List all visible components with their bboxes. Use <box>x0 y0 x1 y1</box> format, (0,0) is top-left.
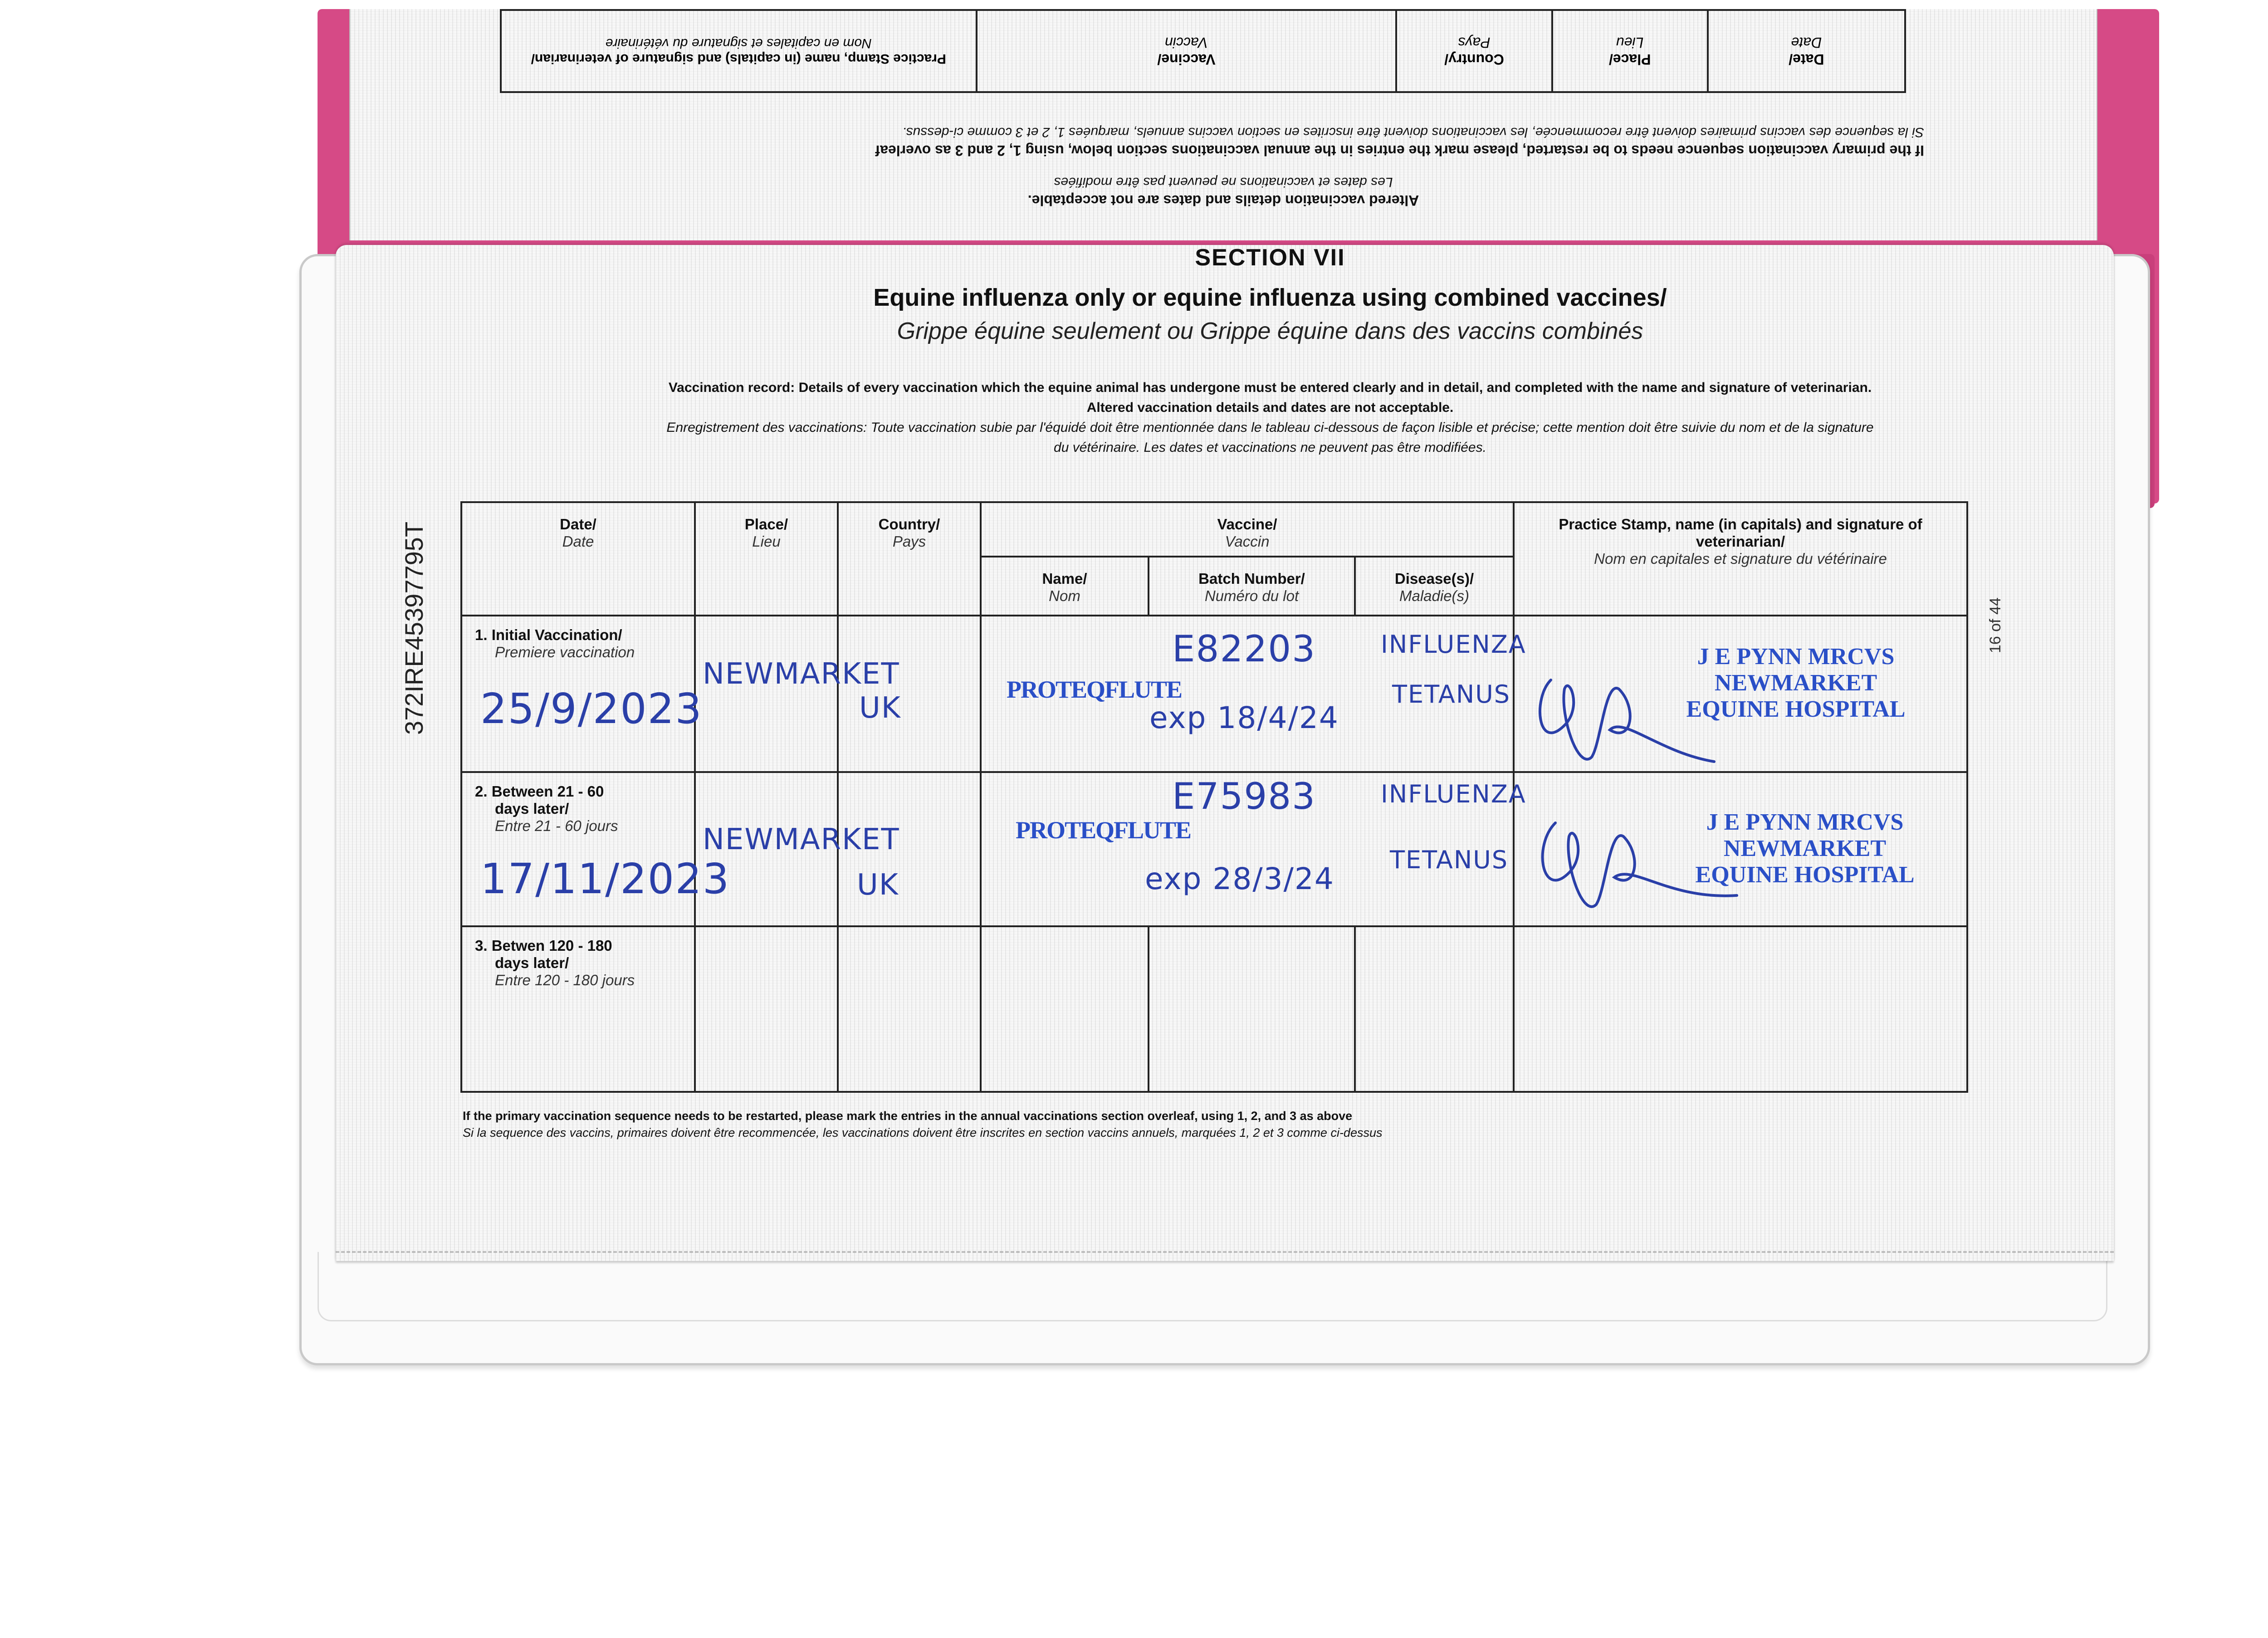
row-1-vaccine-name: PROTEQFLUTE <box>1007 676 1182 703</box>
prev-altered-fr: Les dates et vaccinations ne peuvent pas être modifiées <box>1054 175 1393 190</box>
row-1-disease-2: TETANUS <box>1392 680 1511 709</box>
footer-restart-en: If the primary vaccination sequence needs to be restarted, please mark the entries in the annual vaccinations section overleaf, using 1, 2, and 3 as above <box>463 1109 1353 1123</box>
table-row <box>461 926 1967 1092</box>
stamp-line: J E PYNN MRCVS <box>1706 809 1904 835</box>
row-2-practice-cell <box>1514 772 1967 926</box>
header-practice: Practice Stamp, name (in capitals) and signature of veterinarian/ Nom en capitales et signature du vétérinaire <box>1514 502 1967 616</box>
plastic-sleeve-fold <box>318 1252 2107 1321</box>
row-3-batch-cell[interactable] <box>1149 926 1355 1092</box>
row-3-vaccine-name-cell[interactable] <box>981 926 1149 1092</box>
row-3-country-cell[interactable] <box>838 926 981 1092</box>
vaccination-table <box>460 501 1968 1093</box>
section-title: SECTION VII <box>1195 244 1345 271</box>
record-notice-fr: Enregistrement des vaccinations: Toute vaccination subie par l'équidé doit être mentionnée dans le tableau ci-dessous de façon lisible et précise; cette mention doit être suivie du nom et de la signature <box>666 420 1874 435</box>
previous-page <box>349 9 2097 240</box>
prev-header-country: Country/ Pays <box>1396 10 1552 92</box>
row-1-practice-cell <box>1514 616 1967 772</box>
stamp-line: EQUINE HOSPITAL <box>1686 696 1906 722</box>
record-notice-en-2: Altered vaccination details and dates are not acceptable. <box>1086 400 1454 415</box>
prev-restart-fr: Si la sequence des vaccins primaires doivent être recommencée, les vaccinations doivent être inscrites en section vaccins annuels, marquées 1, 2 et 3 comme ci-dessus. <box>902 125 1924 140</box>
row-3-disease-cell[interactable] <box>1355 926 1514 1092</box>
page-edge <box>336 1243 2114 1253</box>
row-1-signature <box>1524 662 1723 775</box>
row-2-disease-1: INFLUENZA <box>1381 780 1526 808</box>
row-2-expiry: exp 28/3/24 <box>1145 861 1334 896</box>
header-place: Place/ Lieu <box>695 502 838 616</box>
stamp-line: NEWMARKET <box>1723 836 1887 861</box>
previous-page-rotated <box>350 9 2097 240</box>
row-1-country: UK <box>859 691 901 725</box>
table-row <box>461 616 1967 772</box>
row-1-date: 25/9/2023 <box>480 685 703 733</box>
header-date: Date/ Date <box>461 502 695 616</box>
row-1-place: NEWMARKET <box>703 657 900 691</box>
header-diseases: Disease(s)/ Maladie(s) <box>1355 557 1514 616</box>
section-heading-fr: Grippe équine seulement ou Grippe équine dans des vaccins combinés <box>897 318 1643 344</box>
row-1-expiry: exp 18/4/24 <box>1149 700 1339 735</box>
section-heading-en: Equine influenza only or equine influenza using combined vaccines/ <box>873 284 1667 311</box>
record-notice-en: Vaccination record: Details of every vaccination which the equine animal has undergone must be entered clearly and in detail, and completed with the name and signature of veterinarian. <box>668 380 1872 395</box>
header-batch-number: Batch Number/ Numéro du lot <box>1149 557 1355 616</box>
stamp-line: NEWMARKET <box>1714 670 1877 696</box>
header-vaccine-name: Name/ Nom <box>981 557 1149 616</box>
row-1-country-cell <box>838 616 981 772</box>
row-2-place: NEWMARKET <box>703 823 900 856</box>
row-3-practice-cell[interactable] <box>1514 926 1967 1092</box>
stamp-line: J E PYNN MRCVS <box>1697 644 1895 670</box>
row-2-vaccine-cell <box>981 772 1526 926</box>
prev-restart-en: If the primary vaccination sequence needs to be restarted, please mark the entries in the annual vaccinations section below, using 1, 2 and 3 as overleaf <box>875 142 1924 159</box>
row-2-disease-2: TETANUS <box>1390 846 1509 874</box>
row-2-signature <box>1524 809 1741 923</box>
row-3-date-cell: 3. Betwen 120 - 180 days later/ Entre 120 - 180 jours <box>461 926 695 1092</box>
row-2-batch: E75983 <box>1172 775 1316 817</box>
row-2-country-cell <box>838 772 981 926</box>
table-row <box>461 772 1967 926</box>
record-notice-fr-2: du vétérinaire. Les dates et vaccinations ne peuvent pas être modifiées. <box>1054 440 1486 455</box>
stamp-line: EQUINE HOSPITAL <box>1695 862 1915 888</box>
row-2-date-cell: 2. Between 21 - 60 days later/ Entre 21 - 60 jours 17/11/2023 <box>461 772 695 926</box>
previous-page-table <box>500 9 1906 93</box>
header-vaccine: Vaccine/ Vaccin <box>981 502 1514 557</box>
page-number: 16 of 44 <box>1987 597 2004 653</box>
row-2-country: UK <box>857 868 899 902</box>
prev-header-place: Place/ Lieu <box>1552 10 1708 92</box>
row-1-disease-1: INFLUENZA <box>1381 630 1526 659</box>
row-2-date: 17/11/2023 <box>480 855 730 903</box>
row-2-vaccine-name: PROTEQFLUTE <box>1016 817 1191 844</box>
prev-header-practice: Practice Stamp, name (in capitals) and signature of veterinarian/ Nom en capitales et signature du vétérinaire <box>501 10 977 92</box>
row-3-place-cell[interactable] <box>695 926 838 1092</box>
header-country: Country/ Pays <box>838 502 981 616</box>
prev-header-date: Date/ Date <box>1708 10 1905 92</box>
prev-header-vaccine: Vaccine/ Vaccin <box>977 10 1397 92</box>
row-1-vaccine-cell <box>981 616 1526 772</box>
row-1-batch: E82203 <box>1172 628 1316 670</box>
row-1-date-cell: 1. Initial Vaccination/ Premiere vaccination 25/9/2023 <box>461 616 695 772</box>
passport-id: 372IRE45397795T <box>400 521 428 735</box>
prev-altered-en: Altered vaccination details and dates are not acceptable. <box>1027 192 1419 209</box>
footer-restart-fr: Si la sequence des vaccins, primaires doivent être recommencée, les vaccinations doivent être inscrites en section vaccins annuels, marquées 1, 2 et 3 comme ci-dessus <box>463 1126 1383 1139</box>
